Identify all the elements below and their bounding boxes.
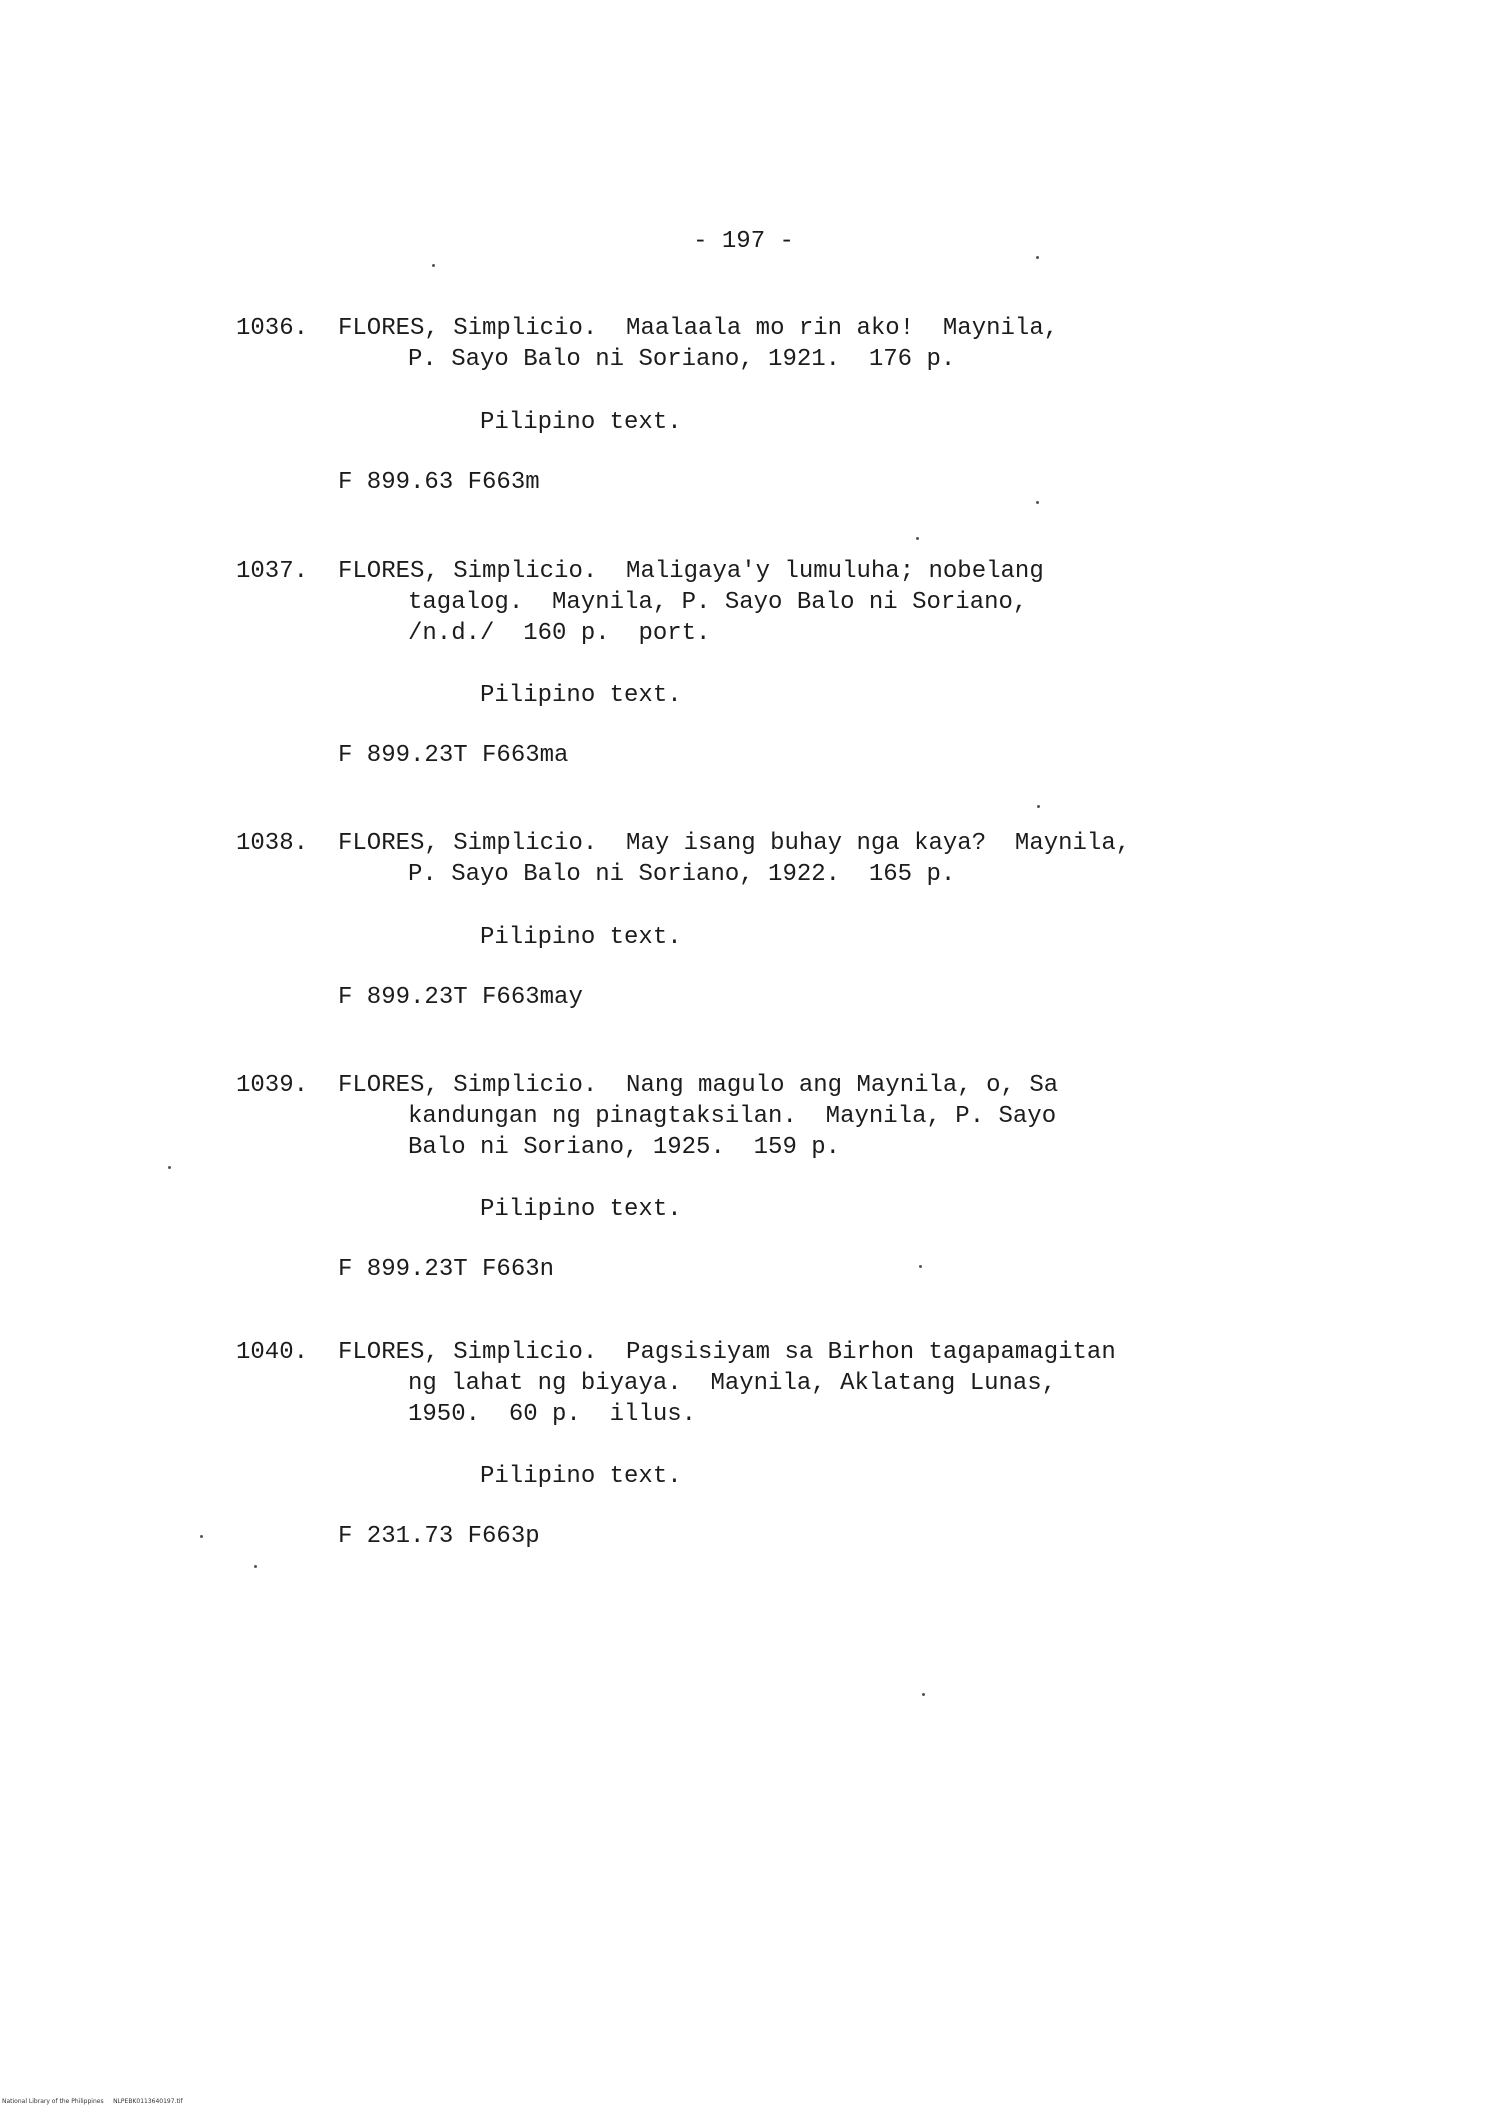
call-number: F 899.23T F663may bbox=[338, 984, 583, 1011]
call-number: F 231.73 F663p bbox=[338, 1523, 540, 1550]
citation-line: FLORES, Simplicio. Maalaala mo rin ako! Maynila, bbox=[338, 315, 1059, 342]
entry-number: 1038. bbox=[236, 830, 309, 857]
language-note: Pilipino text. bbox=[480, 682, 682, 709]
scan-speck bbox=[1037, 805, 1040, 808]
scan-speck bbox=[922, 1693, 925, 1696]
citation-line: FLORES, Simplicio. Maligaya'y lumuluha; nobelang bbox=[338, 558, 1044, 585]
scan-speck bbox=[1036, 256, 1039, 259]
citation-line: FLORES, Simplicio. Nang magulo ang Maynila, o, Sa bbox=[338, 1072, 1059, 1099]
entry-citation bbox=[338, 1337, 1138, 1430]
entry-number: 1036. bbox=[236, 315, 309, 342]
entry-citation bbox=[338, 1070, 1138, 1163]
language-note: Pilipino text. bbox=[480, 1196, 682, 1223]
entry-citation bbox=[338, 828, 1138, 890]
scan-speck bbox=[168, 1166, 171, 1169]
language-note: Pilipino text. bbox=[480, 409, 682, 436]
citation-line: P. Sayo Balo ni Soriano, 1921. 176 p. bbox=[408, 346, 956, 373]
citation-line: FLORES, Simplicio. Pagsisiyam sa Birhon tagapamagitan bbox=[338, 1339, 1116, 1366]
citation-line: ng lahat ng biyaya. Maynila, Aklatang Lunas, bbox=[408, 1370, 1057, 1397]
call-number: F 899.23T F663n bbox=[338, 1256, 555, 1283]
citation-line: P. Sayo Balo ni Soriano, 1922. 165 p. bbox=[408, 861, 956, 888]
scan-speck bbox=[200, 1535, 203, 1538]
language-note: Pilipino text. bbox=[480, 1463, 682, 1490]
page-number: - 197 - bbox=[693, 228, 794, 255]
entry-number: 1037. bbox=[236, 558, 309, 585]
citation-line: FLORES, Simplicio. May isang buhay nga kaya? Maynila, bbox=[338, 830, 1131, 857]
language-note: Pilipino text. bbox=[480, 924, 682, 951]
citation-line: kandungan ng pinagtaksilan. Maynila, P. Sayo bbox=[408, 1103, 1057, 1130]
entry-number: 1040. bbox=[236, 1339, 309, 1366]
call-number: F 899.23T F663ma bbox=[338, 742, 569, 769]
citation-line: Balo ni Soriano, 1925. 159 p. bbox=[408, 1134, 841, 1161]
scan-speck bbox=[919, 1265, 922, 1268]
entry-number: 1039. bbox=[236, 1072, 309, 1099]
call-number: F 899.63 F663m bbox=[338, 469, 540, 496]
scan-footer: National Library of the Philippines NLPEBK0113640197.tif bbox=[2, 2098, 183, 2105]
scan-speck bbox=[1036, 501, 1039, 504]
citation-line: /n.d./ 160 p. port. bbox=[408, 620, 711, 647]
scan-speck bbox=[254, 1565, 257, 1568]
citation-line: 1950. 60 p. illus. bbox=[408, 1401, 697, 1428]
citation-line: tagalog. Maynila, P. Sayo Balo ni Soriano, bbox=[408, 589, 1028, 616]
entry-citation bbox=[338, 556, 1138, 649]
scan-speck bbox=[916, 537, 919, 540]
entry-citation bbox=[338, 313, 1138, 375]
scan-speck bbox=[432, 264, 435, 267]
